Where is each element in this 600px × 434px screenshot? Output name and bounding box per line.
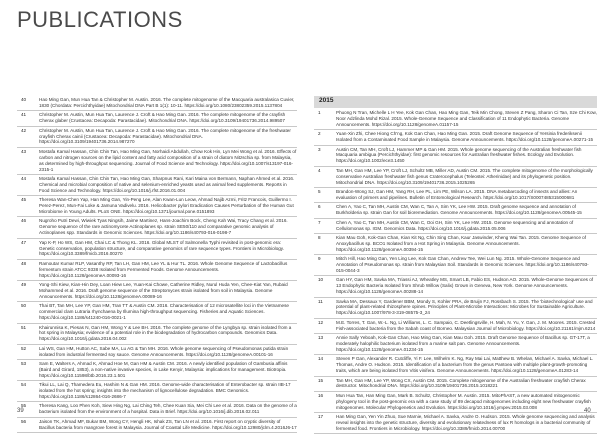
reference-text: Savka MA, Dessaux Y, Gardener BBM, Mondy S, Kohler PRA, de Bruijn FJ, Rossbach S. 2015. The 'biotechnological' use and potential of plant-related rhizosphere opines. Principles of Plant-Microbe Interactions: Microbes for Sustainable Agriculture. https://doi.org/10.1007/978-3-319-08575-3_24	[336, 298, 593, 316]
reference-text: Tan MH, Gan HM, Lee YP, Wong CX, Austin CM. 2015. Complete mitogenome of the Australian freshwater crayfish Cherax destructor. Mitochondrial DNA. https://doi.org/10.3109/19401736.2015.1018221	[336, 377, 586, 389]
reference-entry	[17, 281, 297, 302]
reference-entry	[314, 334, 597, 355]
reference-text: Austin CM, Tan MH, Croft LJ, Hammer MP & Gan HM. 2015. Whole genome sequencing of the Australian freshwater fish Macquaria ambigua (Percichthyidae): first genomic resources for Australian freshwater fishes. Ecology and Evolution. https://doi.org/10.1002/ece3.1450	[336, 146, 582, 164]
reference-entry	[314, 167, 597, 188]
reference-entry	[314, 255, 597, 276]
page-number-right: 40	[584, 408, 591, 414]
reference-entry	[314, 130, 597, 145]
reference-text: Tan MH, Gan HM, Lee YP, Croft LJ, Schultz MB, Miller AD, Austin CM. 2015. The complete mitogenome of the morphologically conservative Australian freshwater fish genus Craterocephalus (Teleostei: Atherinidae) and its phylogenetic position. Mitochondrial DNA. https://doi.org/10.3109/19401736.2015.1025265	[336, 167, 593, 185]
reference-text: Theresa Wan-Chen Yap, Han Ming Gan, Yin-Peng Lee, Alan Kwan-Lun Leow, Ahmad Najib Azmi, Fritz Francois, Guillermo I. Perez-Perez, Mun-Fai Loke & Jamuna Vadivelu. 2016. Helicobacter pylori Eradication Causes Perturbation of the Human Gut Microbiome in Young Adults. PLoS ONE. https://doi.org/10.1371/journal.pone.0151893	[39, 197, 294, 214]
reference-entry	[314, 392, 597, 413]
reference-entry	[17, 402, 297, 417]
reference-text: Annie Sally Yeboah, Kok-Gan Chan, Hao Ming Gan, Kian Mau Goh. 2015. Draft Genome Sequence of Bacillus sp. GT-17T, a moderately halophilic bacterium isolated from a marine salt pan. Genome Announcements. https://doi.org/10.1128/genomeA.01234-15	[336, 335, 590, 352]
reference-number: 44	[21, 175, 27, 181]
reference-entry	[314, 355, 597, 376]
reference-number: 53	[21, 361, 27, 367]
reference-text: Ramoutar Kumar RLP, Vasanthy RP, Tan LH, Gan HM, Lee YL & Hur TL. 2016. Whole Genome Sequence of Lactobacillus fermentum strain ATCC 9338 Isolated from Fermented Foods. Genome Announcements. https://doi.org/10.1128/genomeA.00093-16	[39, 260, 288, 278]
reference-number: 40	[21, 97, 27, 102]
reference-number: 46	[21, 218, 27, 224]
reference-text: Lai WS, Gan HM, Hutton AC, Sabe MA, Lu AG & Tan MH. 2016. Whole genome sequencing of Pseudomonas putida strain isolated from industrial fermented soy sauce. Genome Announcements. https://doi.org/10.1128/genomeA.00101-16	[39, 345, 289, 357]
reference-entry	[17, 127, 297, 148]
reference-entry	[17, 360, 297, 381]
reference-number: 51	[21, 324, 27, 330]
reference-entry	[314, 146, 597, 167]
reference-text: Chen A, Yao C, Tan MH, Austin CM, Wan C, Ooi GH, Sim YK, Lee HW. 2015. Genome sequencing and annotation of Cellulomonas sp. IGM. Genomics Data. https://doi.org/10.1016/j.gdata.2015.05.006	[336, 219, 574, 231]
reference-text: Khairunnisa K, Piesas N, Gan HM, Wong Y & Lee BH. 2016. The complete genome of the Lyngbya sp. strain isolated from a hot spring in Malaysia; evidence of a potential role in the biodegradation of hydrocarbon compounds. Genomics Data. https://doi.org/10.1016/j.gdata.2016.04.002	[39, 324, 292, 342]
reference-number: 56	[21, 418, 27, 424]
reference-text: Mostafa Kamal Hassan, Chin Chin Tan, Hao Ming Gan, Norhaidi Abdullah, Chow Kok Hin, Lyn Mei Wong et al. 2016. Effects of carbon and nitrogen sources on the lipid content and fatty acid composition of a strain of diatom Nitzschia sp. from Malaysia, as determined by high-throughput sequencing. Journal of Food Science and Technology. https://doi.org/10.1007/s13197-016-2315-1	[39, 148, 297, 172]
reference-entry	[17, 148, 297, 175]
reference-entry	[314, 377, 597, 392]
reference-entry	[314, 319, 597, 334]
reference-number: 50	[21, 303, 27, 309]
reference-text: Christopher M. Austin, Mun Hua Tan, Laurence J. Croft & Hao Ming Gan. 2016. The complete mitogenome of the crayfish Cherax glaber (Crustacea: Decapoda: Parastacidae). Mitochondrial DNA. https://doi.org/10.3109/19401736.2014.989507	[39, 112, 286, 124]
reference-number: 42	[21, 127, 27, 133]
reference-number: 12	[318, 319, 324, 325]
reference-entry	[314, 203, 597, 218]
reference-number: 4	[318, 167, 321, 173]
reference-entry	[17, 302, 297, 323]
reference-entry	[17, 260, 297, 281]
reference-entry	[314, 234, 597, 255]
reference-entry	[17, 96, 297, 111]
reference-text: Theresa Kang, Loo Phen Koh, Siew Hing Ng, Lai Ching Teh, Chee Kuan Sia, Mei Chi Lee et al. 2016. Data on the genome of a bacterium isolated from the environment of a hospital. Data in Brief. https://doi.org/10.1016/j.dib.2016.02.011	[39, 403, 297, 415]
reference-number: 17	[318, 414, 324, 420]
reference-number: 15	[318, 377, 324, 383]
reference-entry	[314, 109, 597, 130]
reference-number: 7	[318, 219, 321, 225]
reference-number: 16	[318, 392, 324, 398]
reference-text: Yong-Shi Kiew, Kian-Hin Dey, Loan Hiew Lee, Yuan-Kai Chowe, Catherine Ridley, Nurul Huda Yen, Chee-Kiat Yan, Rubaid Mohammed et al. 2016. Draft genome sequence of the Streptomyces strain isolated from soil in Malaysia. Genome Announcements. https://doi.org/10.1128/genomeA.00089-16	[39, 282, 288, 299]
reference-entry	[314, 188, 597, 203]
reference-number: 10	[318, 277, 324, 283]
reference-entry	[17, 111, 297, 126]
reference-entry	[17, 175, 297, 196]
reference-text: Thai BT, Tan MH, Lee YP, Gan HM, Tran TT & Austin CM. 2016. Characterisation of 12 microsatellite loci in the Vietnamese commercial clam Lutraria rhynchaena by Illumina high-throughput sequencing. Fisheries and Aquatic Sciences. https://doi.org/10.1186/s41240-016-0021-1	[39, 303, 289, 321]
reference-number: 8	[318, 234, 321, 240]
reference-text: Jaison TK, Ahmad MF, Bukar BM, Wong CY, Hengli HK, Ishak ZS, Tan LN et al. 2016. First report on cryptic diversity of Bacillus bacteria from mangrove forest in Malaysia. Journal of Coastal Life Medicine. https://doi.org/10.12980/jclm.4.2016J6-17	[39, 418, 297, 430]
reference-text: Nugroho Putri Dewi, Wiwiek Tyas Ningsih, Jaime Martinez, Hans-Joachim Bock, Cheng Kah Wai, Tracy Chang et al. 2016. Genome sequence of the rare actinomycete Actinoplanes sp. strain SE50/110 and comparative genomic analysis of Actinoplanes spp. Standards in Genomic Sciences. https://doi.org/10.1186/s40793-016-0198-7	[39, 218, 288, 236]
reference-number: 47	[21, 239, 27, 245]
reference-text: Gan HY, Gan HM, Savka MA, Triassi AJ, Wheatley MS, Smart LB, Fabio ES, Hudson AO. 2015. Whole-Genome Sequences of 13 Endophytic Bacteria Isolated from Shrub Willow (Salix) Grown in Geneva, New York. Genome Announcements. https://doi.org/10.1128/genomeA.00288-14	[336, 277, 594, 295]
reference-entry	[17, 217, 297, 238]
reference-number: 1	[318, 110, 321, 115]
reference-number: 54	[21, 382, 27, 388]
reference-text: Kian Mau Goh, Kok-Gan Chan, Kian Kit Ng, Chin Sing Chan, Kaur Jaswinder, Kheng Wai Tan. 2015. Genome Sequence of Anoxybacillus sp. BCO1 Isolated from a Hot Spring in Malaysia. Genome Announcements. https://doi.org/10.1128/genomeA.00394-15	[336, 234, 586, 252]
reference-number: 41	[21, 112, 27, 118]
reference-number: 6	[318, 204, 321, 210]
reference-text: Mostafa Kamal Hassan, Chin Chin Tan, Hao Ming Gan, Sharpnus Rani, Kari Maina von Bermann, Naphan Ahmed et al. 2016. Chemical and microbial composition of native and selenium-enriched yeasts used as animal feed supplements. Reports in Food Science and Technology. https://doi.org/10.1016/j.rfst.2016.01.004	[39, 175, 295, 193]
reference-entry	[17, 324, 297, 345]
reference-text: M.E. Torres, T. Gan, W.-L. Ng, Li Williams, L. C. Sampaio, C. Deetlingsville, H. Mah, N. Yu, Y. Gan, J. M. Moores. 2015. Crested Fish-associated bacteria from the Sabah coast of Borneo. Malaysian Journal of Microbiology. https://doi.org/10.21161/mjm.6214	[336, 319, 596, 331]
reference-entry	[17, 345, 297, 360]
reference-entry	[314, 298, 597, 319]
left-reference-list	[17, 96, 297, 433]
reference-text: Hao Ming Gan, Mun Hua Tan & Christopher M. Austin. 2016. The complete mitogenome of the Macquaria australasica Cuvier, 1830 (Chordata: Percichthyidae) Mitochondrial DNA Part B 1(1): 10-11. https://doi.org/10.1080/23802359.2015.1137804	[39, 97, 295, 108]
reference-entry	[17, 196, 297, 217]
right-reference-list	[314, 109, 597, 434]
reference-text: Yap K-P, Ho WS, Gan HM, Chai LC & Thong KL. 2016. Global MLST of Salmonella Typhi revisited in post-genomic era: Genetic conservation, population structure, and comparative genomics of rare sequence types. Frontiers in Microbiology. https://doi.org/10.3389/fmicb.2016.00270	[39, 239, 285, 257]
year-header-bar	[314, 96, 597, 108]
reference-text: Mun Hua Tan, Han Ming Gan, Mark B. Schultz, Christopher M. Austin. 2015. MitoPhAST, a new automated mitogenomic phylogeny tool in the post-genomic era with a case study of 89 decapod mitogenomes including eight new freshwater crayfish mitogenomes. Molecular Phylogenetics and Evolution. https://doi.org/10.1016/j.ympev.2015.03.008	[336, 392, 591, 410]
reference-text: Tikui LL, Lai Q, Thamedera Eu, Hashim N & Gan HM. 2016. Genome-wide characterisation of Enterobacter sp. strain IIB-17 isolated from the hot spring; insights into the mechanism of lignocellulose degradation. BMC Genomics. https://doi.org/10.1186/s12864-016-2686-7	[39, 382, 291, 400]
year-label: 2015	[319, 97, 334, 104]
page-title: PUBLICATIONS	[17, 7, 183, 32]
reference-text: Yuan-Xin Zhi, Chee Hiong Ch'ng, Kok Gan Chan, Hao Ming Gan. 2015. Draft Genome Sequence of Yersinia frederiksenii Isolated from a Contaminated Food Sample in Malaysia. Genome Announcements. https://doi.org/10.1128/genomeA.00271-15	[336, 131, 594, 143]
reference-text: Sam E, Walters A, Ahmad K, Ahmad Hoe M, Gan HM & Austin CM. 2016. A newly identified population of Gambusia affinis (Baird and Girard, 1853), a non-native invasive species, in Lake Kenyir, Malaysia: implications for management. Biotropia. https://doi.org/10.11598/btb.2016.23.1.501	[39, 361, 288, 378]
reference-text: Christopher M. Austin, Mun Hua Tan, Laurence J. Croft & Hao Ming Gan. 2016. The complete mitogenome of the freshwater crayfish Cherax cainii (Crustacea: Decapoda: Parastacidae). Mitochondrial DNA. https://doi.org/10.3109/19401736.2014.987270	[39, 127, 291, 145]
reference-number: 3	[318, 146, 321, 152]
reference-entry	[314, 276, 597, 297]
reference-entry	[17, 381, 297, 402]
reference-number: 14	[318, 356, 324, 362]
reference-number: 48	[21, 260, 27, 266]
reference-entry	[17, 418, 297, 433]
reference-entry	[17, 239, 297, 260]
reference-text: Brandon-Wong SJ, Gan HM, Yang RH, Lee PL, Lim PE, Wilson LA. 2015. DNA metabarcoding of insects and allies: An evaluation of primers and pipelines. Bulletin of Entomological Research. https://doi.org/10.1017/S0007485315000681	[336, 188, 578, 200]
reference-text: Han Ming Gan, Yen Yin Zhuo, Sue Marnie, Michael A. Savka, Andre O. Hudson. 2015. Whole genome sequencing and analysis reveal insights into the genetic structure, diversity and evolutionary relatedness of lux R homologs in a bacterial community of fermented food. Frontiers in Microbiology. https://doi.org/10.3389/fmicb.2014.00700	[336, 414, 595, 431]
reference-number: 13	[318, 335, 324, 341]
reference-text: Mitch Hill, Hao Ming Gan, Yen Ling Lee, Kok Gan Chan, Andrew Tee, Wei Lun Ng. 2015. Whole-Genome Sequence and Annotation of Pseudomonas sp. strain from Malaysian Soil. Standards in Genomic Sciences. https://doi.org/10.1186/s40793-015-0044-3	[336, 256, 589, 273]
reference-text: Chen A, Yao C, Tan MH, Austin CM, Wan C, Tan A, Sim YK, Lee HW. 2015. Draft genome sequence and annotation of Burkholderia sp. strain Gan for soil bioremediation. Genome Announcements. https://doi.org/10.1128/genomeA.00545-15	[336, 204, 582, 216]
reference-number: 2	[318, 131, 321, 137]
reference-entry	[314, 219, 597, 234]
reference-number: 52	[21, 345, 27, 351]
reference-number: 11	[318, 298, 323, 304]
page-number-left: 39	[17, 408, 24, 414]
reference-text: Steven P Gan, Alexander R. Cutcliffe, Yi F. Lee, Wilhelm K. Ng, Ray Mai Lai, Matthew B. Whelan, Michael A. Savka, Michael L. Thomas, Andre O. Hudson. 2015. Identification of a bacterium from the genus Pantoea with multiple plant-growth-promoting traits, which are being isolated from Vitis vinifera. Genome Announcements. https://doi.org/10.1128/genomeA.01283-14	[336, 356, 594, 374]
reference-number: 9	[318, 256, 321, 262]
reference-number: 49	[21, 282, 27, 288]
reference-number: 43	[21, 148, 27, 154]
reference-number: 45	[21, 197, 27, 203]
reference-text: Phuong N Tran, Michelle L H Yee, Kok Gan Chan, Hao Ming Gan, Teik Min Chong, Steven Z Pang, Sharon Ci Tan, Sze Chi Kow, Noor Adzlinda Mohd Rizal. 2015. Whole-Genome Sequence and Classification of 11 Endophytic Bacteria. Genome Announcements. https://doi.org/10.1128/genomeA.01157-15	[336, 110, 597, 127]
reference-number: 5	[318, 188, 321, 194]
reference-number: 55	[21, 403, 27, 409]
